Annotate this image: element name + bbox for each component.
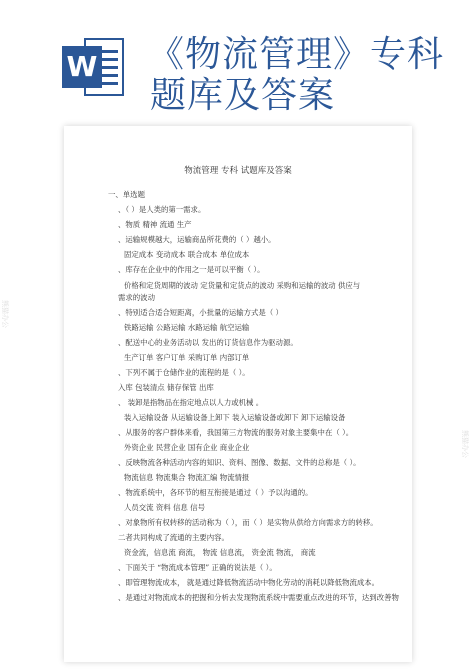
doc-line: 物流信息 物流集合 物流汇编 物流情报 (124, 473, 250, 482)
doc-line: 人员交流 资料 信息 信号 (124, 503, 205, 512)
doc-line: 、物流系统中，各环节的相互衔接是通过（ ）予以沟通的。 (118, 488, 313, 497)
doc-line: 价格和定货周期的波动 定货量和定货点的波动 采购和运输的波动 供应与 (124, 281, 361, 290)
doc-line: 、对象物所有权转移的活动称为（ ），而（ ）是实物从供给方向需求方的转移。 (118, 518, 378, 527)
word-document-icon (62, 36, 126, 98)
doc-line: 、库存在企业中的作用之一是可以平衡（ ）。 (118, 265, 265, 274)
doc-line: 生产订单 客户订单 采购订单 内部订单 (124, 353, 250, 362)
doc-line: 二者共同构成了流通的主要内容。 (118, 533, 229, 542)
watermark-right: 熊猫办公 (461, 430, 469, 458)
doc-line: 需求的波动 (118, 293, 155, 302)
doc-line: 铁路运输 公路运输 水路运输 航空运输 (124, 323, 250, 332)
doc-line: 、下列不属于仓储作业的流程的是（ ）。 (118, 368, 250, 377)
doc-line: 、是通过对物流成本的把握和分析去发现物流系统中需要重点改进的环节，达到改善物 (118, 593, 399, 602)
document-heading: 物流管理 专科 试题库及答案 (184, 166, 292, 176)
doc-line: 装入运输设备 从运输设备上卸下 装入运输设备或卸下 卸下运输设备 (124, 413, 346, 422)
header-banner (0, 0, 474, 122)
doc-line: 资金流，信息流 商流， 物流 信息流， 资金流 物流， 商流 (124, 548, 316, 557)
doc-line: 入库 包装清点 储存保管 出库 (118, 383, 214, 392)
doc-line: 外资企业 民营企业 国有企业 商业企业 (124, 443, 250, 452)
doc-line: 一、单选题 (108, 190, 145, 199)
doc-line: 、运输规模越大，运输商品所花费的（ ）越小。 (118, 235, 276, 244)
doc-line: 、特别适合适合短距离，小批量的运输方式是（ ） (118, 308, 283, 317)
doc-line: 、即管理物流成本， 就是通过降低物流活动中物化劳动的消耗以降低物流成本。 (118, 578, 380, 587)
document-page (64, 126, 412, 662)
banner-title-line-1: 《物流管理》专科 (148, 34, 445, 75)
doc-line: 、（ ）是人类的第一需求。 (118, 205, 206, 214)
doc-line: 、 装卸是指物品在指定地点以人力或机械 。 (118, 398, 264, 407)
doc-line: 、配送中心的业务活动以 发出的订货信息作为驱动源。 (118, 338, 298, 347)
doc-line: 、物质 精神 流通 生产 (118, 220, 192, 229)
doc-line: 、反映物流各种活动内容的知识、资料、图像、数据、文件的总称是（ ）。 (118, 458, 361, 467)
word-badge: W (62, 46, 102, 88)
banner-title-line-2: 题库及答案 (150, 75, 336, 116)
doc-line: 固定成本 变动成本 联合成本 单位成本 (124, 250, 250, 259)
doc-line: 、从服务的客户群体来看，我国第三方物流的服务对象主要集中在（ ）。 (118, 428, 354, 437)
watermark-left: 熊猫办公 (1, 300, 9, 328)
doc-line: 、下面关于 “物流成本管理” 正确的说法是（ ）。 (118, 563, 277, 572)
